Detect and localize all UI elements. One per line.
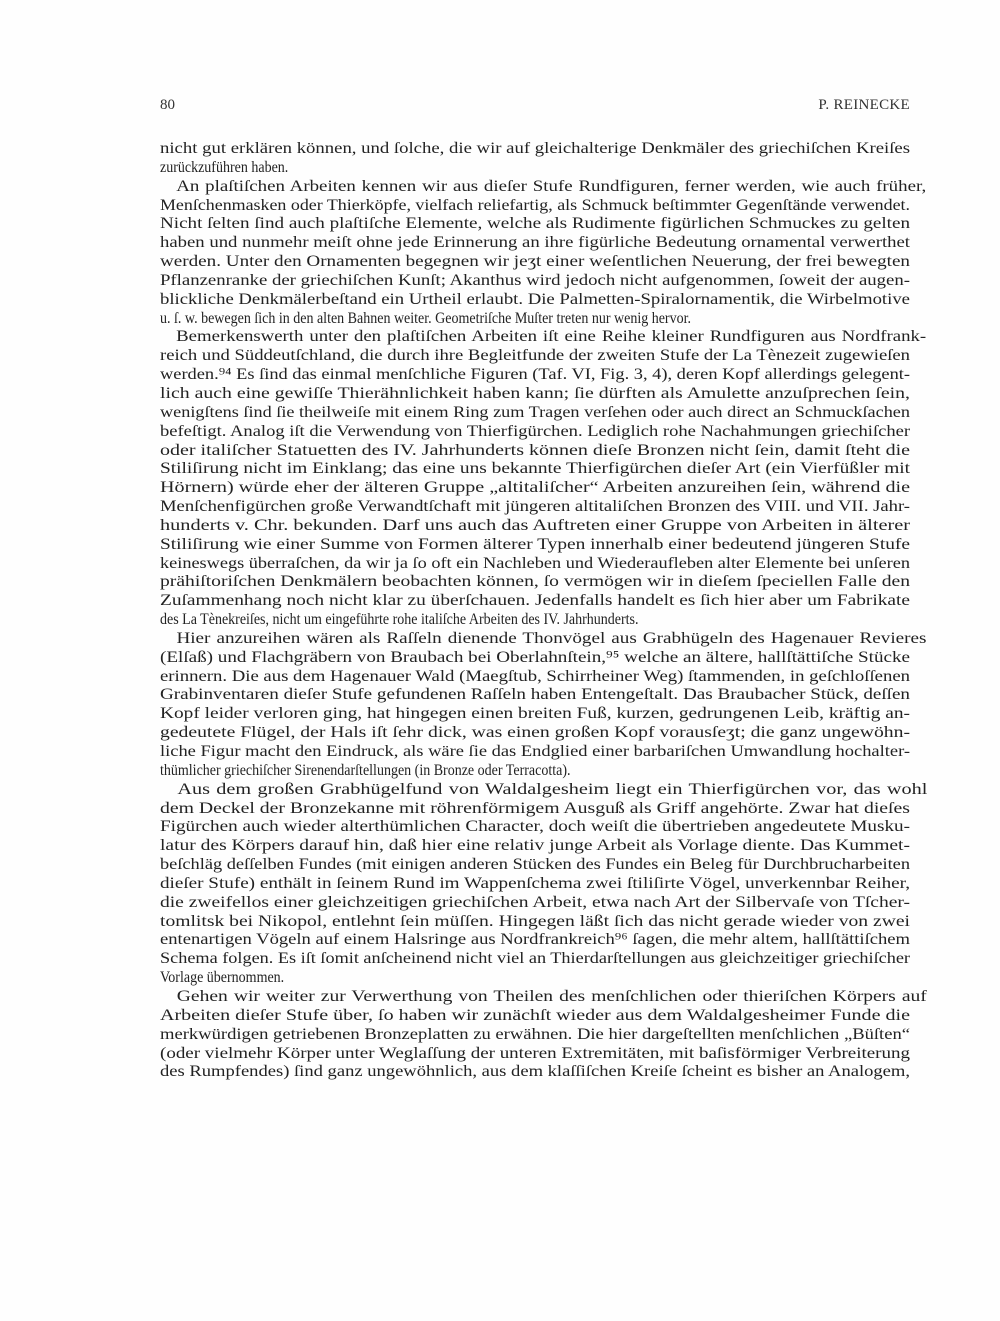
text-line: werden. Unter den Ornamenten begegnen wir jeʒt einer weſentlichen Neuerung, der frei bewegten — [160, 251, 910, 271]
text-line: erinnern. Die aus dem Hagenauer Wald (Maegſtub, Schirrheiner Weg) ſtammenden, in geſchloſſenen — [160, 665, 910, 685]
text-line: hunderts v. Chr. bekunden. Darf uns auch das Auftreten einer Gruppe von Arbeiten in älterer — [160, 514, 910, 534]
text-line: Stiliſirung nicht im Einklang; das eine uns bekannte Thierfigürchen dieſer Art (ein Vierfüßler mit — [160, 458, 911, 478]
text-line: dem Deckel der Bronzekanne mit röhrenförmigem Ausguß als Griff angehörte. Zwar hat dieſes — [160, 797, 910, 817]
text-line: oder italiſcher Statuetten des IV. Jahrhunderts können dieſe Bronzen nicht ſein, damit ſteht die — [160, 439, 910, 459]
text-line: latur des Körpers darauf hin, daß hier eine relativ junge Arbeit als Vorlage diente. Das Kummet- — [160, 835, 910, 855]
text-line: dieſer Stufe) enthält in ſeinem Rund im Wappenſchema zwei ſtiliſirte Vögel, unverkennbar Reiher, — [160, 872, 910, 892]
text-line: (oder vielmehr Körper unter Weglaſſung der unteren Extremitäten, mit baſisförmiger Verbreiterung — [160, 1042, 910, 1062]
text-line: Hier anzureihen wären als Raſſeln dienende Thonvögel aus Grabhügeln des Hagenauer Revieres — [176, 627, 927, 647]
text-line: Figürchen auch wieder alterthümlichen Character, doch weiſt die übertrieben angedeutete Musku- — [160, 816, 910, 836]
text-line: Pflanzenranke der griechiſchen Kunſt; Akanthus wird jedoch nicht aufgenommen, ſoweit der augen- — [160, 269, 910, 289]
text-line: entenartigen Vögeln auf einem Halsringe aus Nordfrankreich⁹⁶ ſagen, die mehr altem, hallſtättiſchem — [160, 929, 910, 949]
text-line: Vorlage übernommen. — [160, 967, 285, 987]
text-line: werden.⁹⁴ Es ſind das einmal menſchliche Figuren (Taf. VI, Fig. 3, 4), deren Kopf allerdings gelegent- — [160, 364, 910, 384]
page-number: 80 — [160, 97, 175, 113]
text-line: Zuſammenhang noch nicht klar zu überſchauen. Jedenfalls handelt es ſich hier aber um Fabrikate — [160, 590, 910, 610]
text-line: Nicht ſelten ſind auch plaſtiſche Elemente, welche als Rudimente figürlichen Schmuckes zu gelten — [160, 213, 910, 233]
text-line: befeſtigt. Analog iſt die Verwendung von Thierfigürchen. Lediglich rohe Nachahmungen griechiſcher — [160, 420, 910, 440]
paragraph — [160, 139, 910, 177]
text-line: zurückzuführen haben. — [160, 156, 289, 176]
text-line: An plaſtiſchen Arbeiten kennen wir aus dieſer Stufe Rundfiguren, ferner werden, wie auch früher, — [176, 175, 927, 195]
text-line: nicht gut erklären können, und ſolche, die wir auf gleichalterige Denkmäler des griechiſchen Kreiſes — [160, 138, 910, 157]
text-line: Arbeiten dieſer Stufe über, ſo haben wir zunächſt wieder aus dem Waldalgesheimer Funde die — [160, 1004, 910, 1024]
paragraph — [160, 778, 928, 987]
text-line: thümlicher griechiſcher Sirenendarſtellungen (in Bronze oder Terracotta). — [160, 759, 571, 779]
text-line: des Rumpfendes) ſind ganz ungewöhnlich, aus dem klaſſiſchen Kreiſe ſcheint es bisher an Analogem, — [160, 1061, 910, 1081]
text-line: haben und nunmehr meiſt ohne jede Erinnerung an ihre figürliche Bedeutung ornamental verwerthet — [160, 232, 910, 252]
text-line: prähiſtoriſchen Denkmälern beobachten können, ſo vermögen wir in dieſem ſpeciellen Falle den — [160, 571, 910, 591]
running-head: P. REINECKE — [818, 97, 910, 113]
text-line: merkwürdigen getriebenen Bronzeplatten zu erwähnen. Die hier dargeſtellten menſchlichen „Büſten“ — [160, 1023, 910, 1043]
paragraph — [160, 627, 927, 780]
text-line: keineswegs überraſchen, da wir ja ſo oft ein Nachleben und Wiederaufleben alter Elemente bei unſeren — [160, 552, 910, 572]
text-line: tomlitsk bei Nikopol, entlehnt ſein müſſen. Hingegen läßt ſich das nicht gerade wieder von zwei — [160, 910, 910, 930]
text-line: u. ſ. w. bewegen ſich in den alten Bahnen weiter. Geometriſche Muſter treten nur wenig hervor. — [160, 307, 691, 327]
text-line: lich auch eine gewiſſe Thierähnlichkeit haben kann; ſie dürften als Amulette anzuſprechen ſein, — [160, 382, 910, 402]
text-line: wenigſtens ſind ſie theilweiſe mit einem Ring zum Tragen verſehen oder auch direct an Schmuckſachen — [160, 401, 910, 421]
text-line: Stiliſirung wie einer Summe von Formen älterer Typen innerhalb einer bedeutend jüngeren Stufe — [160, 533, 911, 553]
text-line: liche Figur macht den Eindruck, als wäre ſie das Endglied einer barbariſchen Umwandlung hochalter- — [160, 741, 911, 760]
text-line: gedeutete Flügel, der Hals iſt ſehr dick, was einen großen Kopf vorausſeʒt; die ganz ungewöhn- — [160, 722, 910, 742]
body-text — [160, 138, 928, 1081]
text-line: des La Tènekreiſes, nicht um eingeführte rohe italiſche Arbeiten des IV. Jahrhunderts. — [160, 609, 639, 629]
text-line: Schema folgen. Es iſt ſomit anſcheinend nicht viel an Thierdarſtellungen aus gleichzeitiger griechiſcher — [160, 948, 911, 968]
text-line: beſchläg deſſelben Fundes (mit einigen anderen Stücken des Fundes ein Beleg für Durchbrucharbeiten — [160, 854, 910, 874]
text-line: blickliche Denkmälerbeſtand ein Urtheil erlaubt. Die Palmetten-Spiralornamentik, die Wirbelmotive — [160, 288, 911, 308]
text-line: (Elſaß) und Flachgräbern von Braubach bei Oberlahnſtein,⁹⁵ welche an ältere, hallſtättiſche Stücke — [160, 646, 910, 666]
text-line: Aus dem großen Grabhügelfund von Waldalgesheim liegt ein Thierfigürchen vor, das wohl — [177, 778, 928, 798]
text-line: Menſchenmasken oder Thierköpfe, vielfach reliefartig, als Schmuck beſtimmter Gegenſtände verwendet. — [160, 194, 910, 214]
paragraph — [160, 326, 927, 629]
text-line: Kopf leider verloren ging, hat hingegen einen breiten Fuß, kurzen, gedrungenen Leib, kräftig an- — [160, 703, 910, 723]
paragraph — [160, 985, 927, 1081]
text-line: reich und Süddeutſchland, die durch ihre Begleitfunde der zweiten Stufe der La Tènezeit zugewieſen — [160, 345, 911, 365]
text-line: Gehen wir weiter zur Verwerthung von Theilen des menſchlichen oder thieriſchen Körpers auf — [176, 985, 927, 1005]
text-line: Hörnern) würde eher der älteren Gruppe „altitaliſcher“ Arbeiten anzureihen ſein, während die — [160, 477, 910, 497]
page-header — [160, 97, 910, 117]
text-line: Grabinventaren dieſer Stufe gefundenen Raſſeln haben Entengeſtalt. Das Braubacher Stück, deſſen — [160, 684, 910, 704]
paragraph — [160, 175, 927, 328]
text-line: die zweifellos einer gleichzeitigen griechiſchen Arbeit, etwa nach Art der Silbervaſe von Tſcher- — [160, 891, 910, 911]
text-line: Bemerkenswerth unter den plaſtiſchen Arbeiten iſt eine Reihe kleiner Rundfiguren aus Nordfrank- — [176, 326, 927, 346]
text-line: Menſchenfigürchen große Verwandtſchaft mit jüngeren altitaliſchen Bronzen des VIII. und VII. Jahr- — [160, 496, 910, 516]
